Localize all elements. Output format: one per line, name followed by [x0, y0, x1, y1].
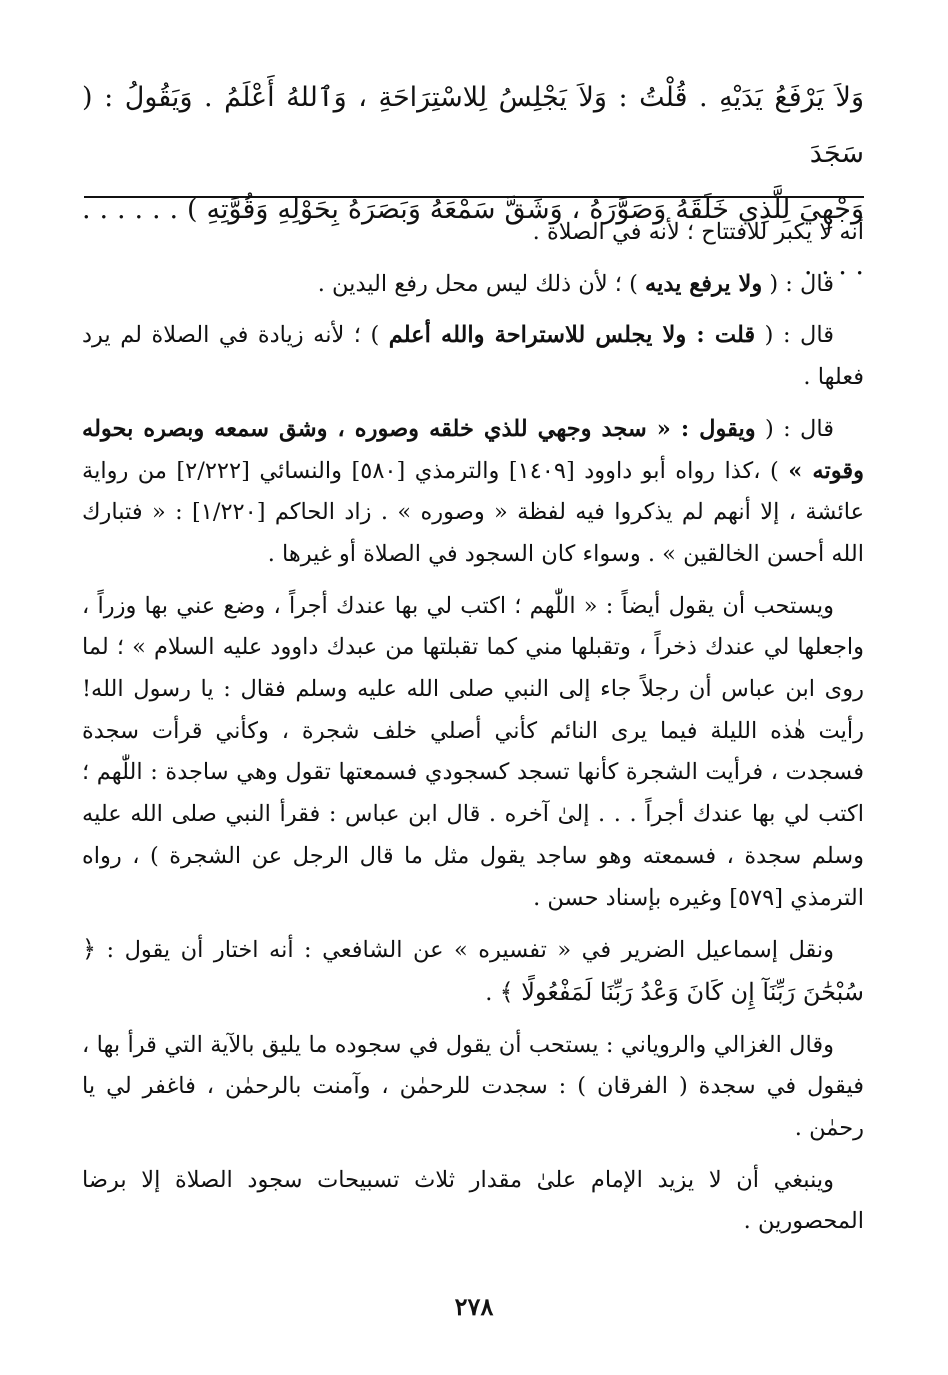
main-text-line-1: وَلاَ يَرْفَعُ يَدَيْهِ . قُلْتُ : وَلاَ يَجْلِسُ لِلاسْتِرَاحَةِ ، وَٱللهُ أَعْلَمُ . وَيَقُولُ : ( سَجَدَ	[82, 82, 864, 169]
text-segment: .	[485, 979, 500, 1006]
divider-line	[84, 196, 864, 198]
text-segment: ) ؛ لأنه زيادة في الصلاة لم يرد فعلها .	[82, 322, 864, 391]
commentary-paragraph-5: ويستحب أن يقول أيضاً : « اللّٰهم ؛ اكتب لي بها عندك أجراً ، وضع عني بها وزراً ، واجعلها لي عندك ذخراً ، وتقبلها مني كما تقبلتها من عبدك داوود عليه السلام » ؛ لما روى ابن عباس أن رجلاً جاء إلى النبي صلى الله عليه وسلم فقال : يا رسول الله! رأيت هٰذه الليلة فيما يرى النائم كأني أصلي خلف شجرة ، وكأني قرأت سجدة فسجدت ، فرأيت الشجرة كأنها تسجد كسجودي فسمعتها تقول وهي ساجدة : اللّٰهم ؛ اكتب لي بها عندك أجراً . . . إلىٰ آخره . قال ابن عباس : فقرأ النبي صلى الله عليه وسلم سجدة ، فسمعته وهو ساجد يقول مثل ما قال الرجل عن الشجرة ) ، رواه الترمذي [٥٧٩] وغيره بإسناد حسن .	[82, 592, 864, 911]
commentary-paragraph-4	[82, 409, 864, 576]
quoted-main-text: قلت : ولا يجلس للاستراحة والله أعلم	[388, 322, 756, 349]
commentary-paragraph-1: أنه لا يكبر للافتتاح ؛ لأنه في الصلاة .	[532, 219, 864, 245]
text-segment: قال : (	[762, 270, 834, 297]
text-segment: قال : (	[755, 415, 834, 442]
main-text-line-2: وَجْهِيَ لِلَّذِي خَلَقَهُ وَصَوَّرَهُ ، وَشَقَّ سَمْعَهُ وَبَصَرَهُ بِحَوْلِهِ وَقُوَّتِهِ ) . . . . . . . . . .	[82, 194, 864, 281]
commentary	[82, 212, 864, 1253]
commentary-paragraph-3	[82, 315, 864, 398]
quoted-main-text: ولا يرفع يديه	[645, 270, 763, 297]
quran-verse: ﴿ سُبْحَٰنَ رَبِّنَآ إِن كَانَ وَعْدُ رَبِّنَا لَمَفْعُولًا ﴾	[82, 935, 864, 1006]
commentary-paragraph-2	[82, 264, 864, 306]
quoted-main-text: ويقول : « سجد وجهي للذي خلقه وصوره ، وشق سمعه وبصره بحوله وقوته »	[82, 415, 864, 484]
text-segment: ) ،كذا رواه أبو داوود [١٤٠٩] والترمذي [٥٨٠] والنسائي [٢/٢٢٢] من رواية عائشة ، إلا أنهم لم يذكروا فيه لفظة « وصوره » . زاد الحاكم [١/٢٢٠] : « فتبارك الله أحسن الخالقين » . وسواء كان السجود في الصلاة أو غيرها .	[82, 457, 864, 567]
text-segment: ) ؛ لأن ذلك ليس محل رفع اليدين .	[317, 270, 646, 297]
commentary-paragraph-6	[82, 929, 864, 1014]
text-segment: قال : (	[755, 322, 834, 349]
page-number: ٢٧٨	[454, 1292, 494, 1321]
text-segment: ونقل إسماعيل الضرير في « تفسيره » عن الشافعي : أنه اختار أن يقول :	[96, 937, 834, 964]
commentary-paragraph-8: وينبغي أن لا يزيد الإمام علىٰ مقدار ثلاث تسبيحات سجود الصلاة إلا برضا المحصورين .	[82, 1166, 864, 1235]
commentary-paragraph-7: وقال الغزالي والروياني : يستحب أن يقول في سجوده ما يليق بالآية التي قرأ بها ، فيقول في سجدة ( الفرقان ) : سجدت للرحمٰن ، وآمنت بالرحمٰن ، فاغفر لي يا رحمٰن .	[82, 1031, 864, 1142]
